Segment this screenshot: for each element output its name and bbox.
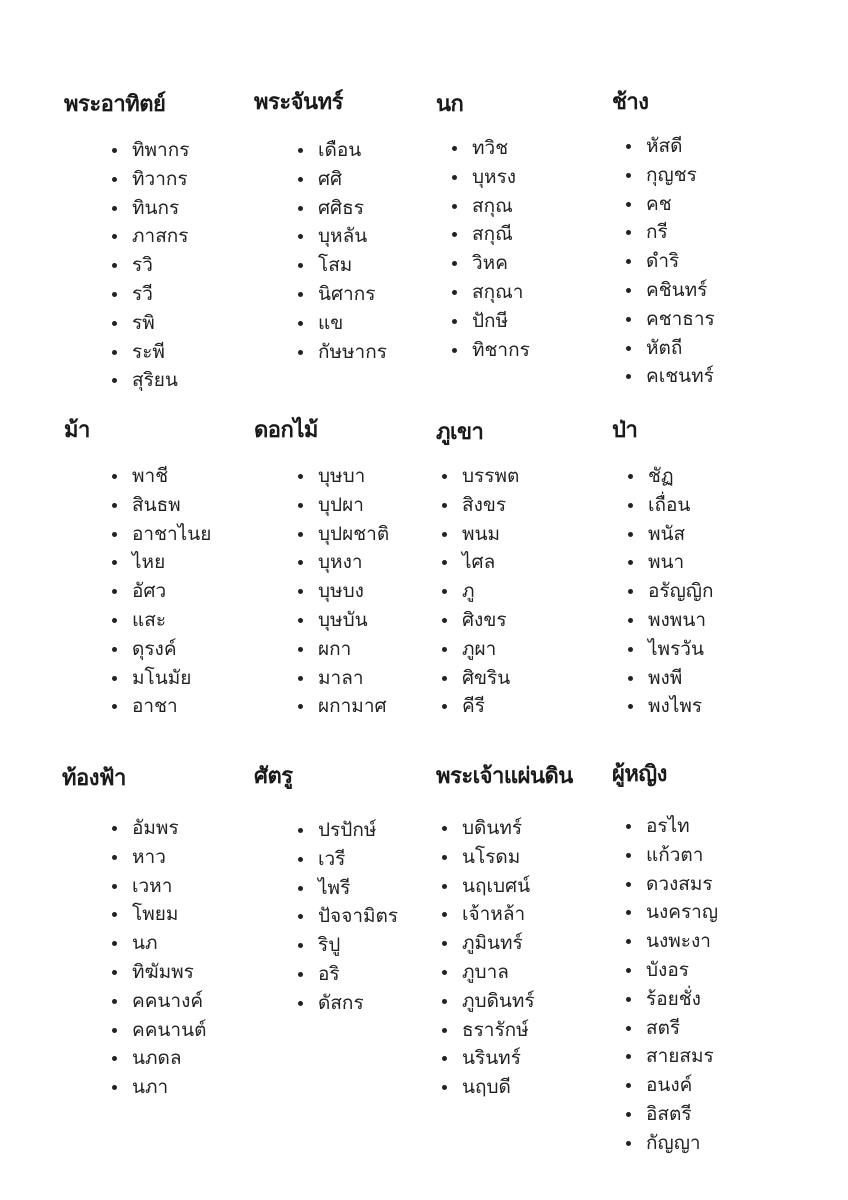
list-item: มาลา <box>296 664 389 693</box>
list-item: ไหย <box>110 548 211 577</box>
list-item: ทินกร <box>110 194 189 223</box>
list-item: พงไพร <box>626 692 714 721</box>
list-item: เจ้าหล้า <box>440 900 535 929</box>
list-item: ธรารักษ์ <box>440 1016 535 1045</box>
list-item: บรรพต <box>440 462 519 491</box>
list-item: ภูมินทร์ <box>440 929 535 958</box>
list-item: นฤเบศน์ <box>440 872 535 901</box>
group-elephant <box>612 88 715 388</box>
list-item: พนัส <box>626 520 714 549</box>
list-item: ศิงขร <box>440 606 519 635</box>
list-item: นงคราญ <box>624 898 718 927</box>
word-list <box>296 462 389 721</box>
list-item: แสะ <box>110 606 211 635</box>
list-item: ภูบาล <box>440 958 535 987</box>
list-item: ไพรี <box>296 874 398 903</box>
list-item: กุญชร <box>624 161 715 190</box>
word-list <box>450 134 530 364</box>
word-list <box>296 816 398 1018</box>
list-item: โสม <box>296 251 387 280</box>
list-item: บุษบัน <box>296 606 389 635</box>
group-title: พระจันทร์ <box>254 90 343 115</box>
list-item: กรี <box>624 218 715 247</box>
list-item: ภูผา <box>440 635 519 664</box>
list-item: สิงขร <box>440 491 519 520</box>
list-item: ศิขริน <box>440 664 519 693</box>
list-item: นงพะงา <box>624 927 718 956</box>
list-item: นโรดม <box>440 843 535 872</box>
list-item: พนา <box>626 548 714 577</box>
list-item: พงพนา <box>626 606 714 635</box>
list-item: นภา <box>110 1073 206 1102</box>
group-title: ม้า <box>64 418 90 443</box>
list-item: พนม <box>440 520 519 549</box>
list-item: อัศว <box>110 577 211 606</box>
word-list <box>110 136 189 395</box>
group-enemy <box>254 762 399 1014</box>
list-item: คีรี <box>440 692 519 721</box>
word-list <box>626 462 714 721</box>
list-item: ทิพากร <box>110 136 189 165</box>
list-item: ปักษี <box>450 307 530 336</box>
list-item: หัสดี <box>624 132 715 161</box>
list-item: เดือน <box>296 136 387 165</box>
list-item: อนงค์ <box>624 1071 718 1100</box>
list-item: ทิวากร <box>110 165 189 194</box>
list-item: ทวิช <box>450 134 530 163</box>
list-item: เถื่อน <box>626 491 714 520</box>
group-title: ป่า <box>612 418 638 443</box>
list-item: มโนมัย <box>110 664 211 693</box>
list-item: อาชาไนย <box>110 520 211 549</box>
list-item: คคนางค์ <box>110 987 206 1016</box>
list-item: หาว <box>110 843 206 872</box>
list-item: บุหลัน <box>296 222 387 251</box>
list-item: รวิ <box>110 251 189 280</box>
list-item: ภาสกร <box>110 222 189 251</box>
list-item: ผกามาศ <box>296 692 389 721</box>
list-item: สกุณ <box>450 192 530 221</box>
list-item: คช <box>624 190 715 219</box>
group-moon <box>254 88 387 363</box>
list-item: ดัสกร <box>296 989 398 1018</box>
list-item: อาชา <box>110 692 211 721</box>
list-item: นภดล <box>110 1044 206 1073</box>
group-title: ศัตรู <box>254 764 293 789</box>
list-item: บุหรง <box>450 163 530 192</box>
group-horse <box>64 416 212 718</box>
list-item: หัตถี <box>624 334 715 363</box>
list-item: กัญญา <box>624 1129 718 1158</box>
list-item: พงพี <box>626 664 714 693</box>
list-item: บุหงา <box>296 548 389 577</box>
group-woman <box>612 760 719 1154</box>
list-item: บุษบง <box>296 577 389 606</box>
list-item: ชัฏ <box>626 462 714 491</box>
list-item: กัษษากร <box>296 338 387 367</box>
word-list <box>440 462 519 721</box>
list-item: ศศิ <box>296 165 387 194</box>
group-sky <box>62 764 207 1099</box>
group-title: ภูเขา <box>436 420 484 445</box>
group-flower <box>254 416 390 718</box>
list-item: สตรี <box>624 1014 718 1043</box>
list-item: ผกา <box>296 635 389 664</box>
word-list <box>110 462 211 721</box>
list-item: ทิฆัมพร <box>110 958 206 987</box>
list-item: คเชนทร์ <box>624 362 715 391</box>
list-item: คชาธาร <box>624 305 715 334</box>
list-item: ไศล <box>440 548 519 577</box>
list-item: ปรปักษ์ <box>296 816 398 845</box>
list-item: พาชี <box>110 462 211 491</box>
group-title: ผู้หญิง <box>612 762 667 787</box>
list-item: ภู <box>440 577 519 606</box>
list-item: เวหา <box>110 872 206 901</box>
group-title: ช้าง <box>612 90 649 115</box>
list-item: ร้อยชั่ง <box>624 985 718 1014</box>
list-item: อรัญญิก <box>626 577 714 606</box>
list-item: ปัจจามิตร <box>296 902 398 931</box>
group-forest <box>612 416 714 718</box>
list-item: สุริยน <box>110 366 189 395</box>
group-title: พระเจ้าแผ่นดิน <box>436 764 573 789</box>
list-item: คคนานต์ <box>110 1016 206 1045</box>
list-item: ระพี <box>110 338 189 367</box>
list-item: ภูบดินทร์ <box>440 987 535 1016</box>
list-item: นิศากร <box>296 280 387 309</box>
list-item: คชินทร์ <box>624 276 715 305</box>
list-item: แก้วตา <box>624 841 718 870</box>
list-item: ไพรวัน <box>626 635 714 664</box>
list-item: นฤบดี <box>440 1073 535 1102</box>
group-king <box>436 762 573 1099</box>
list-item: รวี <box>110 280 189 309</box>
list-item: อริ <box>296 960 398 989</box>
list-item: สกุณี <box>450 220 530 249</box>
group-title: พระอาทิตย์ <box>64 92 166 117</box>
group-mountain <box>436 418 520 718</box>
list-item: แข <box>296 309 387 338</box>
list-item: บุปผา <box>296 491 389 520</box>
list-item: ศศิธร <box>296 194 387 223</box>
list-item: ดำริ <box>624 247 715 276</box>
word-list <box>110 814 206 1102</box>
group-title: ดอกไม้ <box>254 418 318 443</box>
list-item: ทิชากร <box>450 336 530 365</box>
list-item: สินธพ <box>110 491 211 520</box>
group-bird <box>436 90 530 361</box>
group-title: นก <box>436 92 464 117</box>
list-item: สกุณา <box>450 278 530 307</box>
word-list <box>296 136 387 366</box>
list-item: เวรี <box>296 845 398 874</box>
list-item: อัมพร <box>110 814 206 843</box>
list-item: นภ <box>110 929 206 958</box>
list-item: ริปู <box>296 931 398 960</box>
list-item: รพิ <box>110 309 189 338</box>
word-list <box>440 814 535 1102</box>
list-item: สายสมร <box>624 1042 718 1071</box>
list-item: โพยม <box>110 900 206 929</box>
word-list <box>624 812 718 1158</box>
word-list <box>624 132 715 391</box>
list-item: ดวงสมร <box>624 870 718 899</box>
list-item: อิสตรี <box>624 1100 718 1129</box>
list-item: บุปผชาติ <box>296 520 389 549</box>
list-item: บังอร <box>624 956 718 985</box>
list-item: ดุรงค์ <box>110 635 211 664</box>
group-title: ท้องฟ้า <box>62 766 126 791</box>
group-sun <box>64 90 190 392</box>
list-item: อรไท <box>624 812 718 841</box>
list-item: นรินทร์ <box>440 1044 535 1073</box>
list-item: บุษบา <box>296 462 389 491</box>
list-item: วิหค <box>450 249 530 278</box>
list-item: บดินทร์ <box>440 814 535 843</box>
